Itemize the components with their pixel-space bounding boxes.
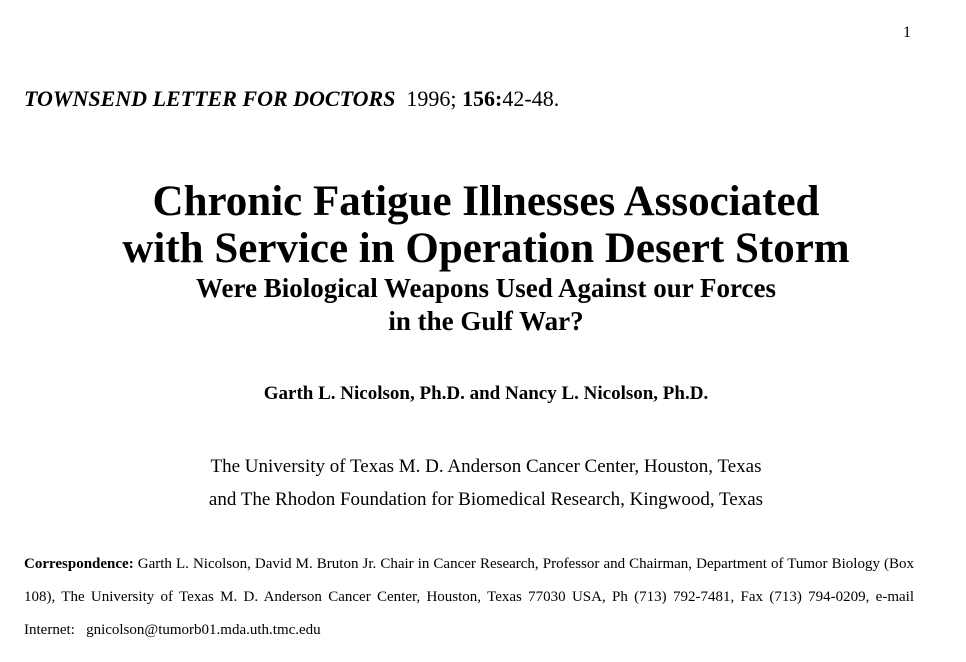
affiliation-line-1: The University of Texas M. D. Anderson Cancer Center, Houston, Texas <box>210 456 762 477</box>
journal-name: TOWNSEND LETTER FOR DOCTORS <box>24 86 396 111</box>
article-title-line-2: with Service in Operation Desert Storm <box>122 225 850 272</box>
correspondence-text: Garth L. Nicolson, David M. Bruton Jr. Chair in Cancer Research, Professor and Chairman, Department of Tumor Biology (Box 108), The University of Texas M. D. Anderson Cancer Center, Houston, Texas 77030 USA, Ph (713) 792-7481, Fax (713) 794-0209, e-mail Internet: <box>24 556 915 638</box>
article-title-line-1: Chronic Fatigue Illnesses Associated <box>152 178 820 225</box>
correspondence-label: Correspondence: <box>24 556 134 572</box>
citation-line <box>24 86 559 112</box>
page-number: 1 <box>903 24 911 41</box>
affiliation-block <box>0 450 966 516</box>
correspondence-block <box>24 548 914 647</box>
affiliation-line-2: and The Rhodon Foundation for Biomedical Research, Kingwood, Texas <box>208 489 764 510</box>
article-title-block <box>0 178 966 338</box>
citation-year: 1996; <box>406 86 457 111</box>
article-subtitle-line-2: in the Gulf War? <box>388 306 584 336</box>
author-list: Garth L. Nicolson, Ph.D. and Nancy L. Nicolson, Ph.D. <box>263 383 709 404</box>
article-subtitle-line-1: Were Biological Weapons Used Against our Forces <box>195 273 777 303</box>
citation-volume: 156: <box>462 86 503 111</box>
citation-pages: 42-48. <box>502 86 560 111</box>
correspondence-email: gnicolson@tumorb01.mda.uth.tmc.edu <box>86 622 321 638</box>
